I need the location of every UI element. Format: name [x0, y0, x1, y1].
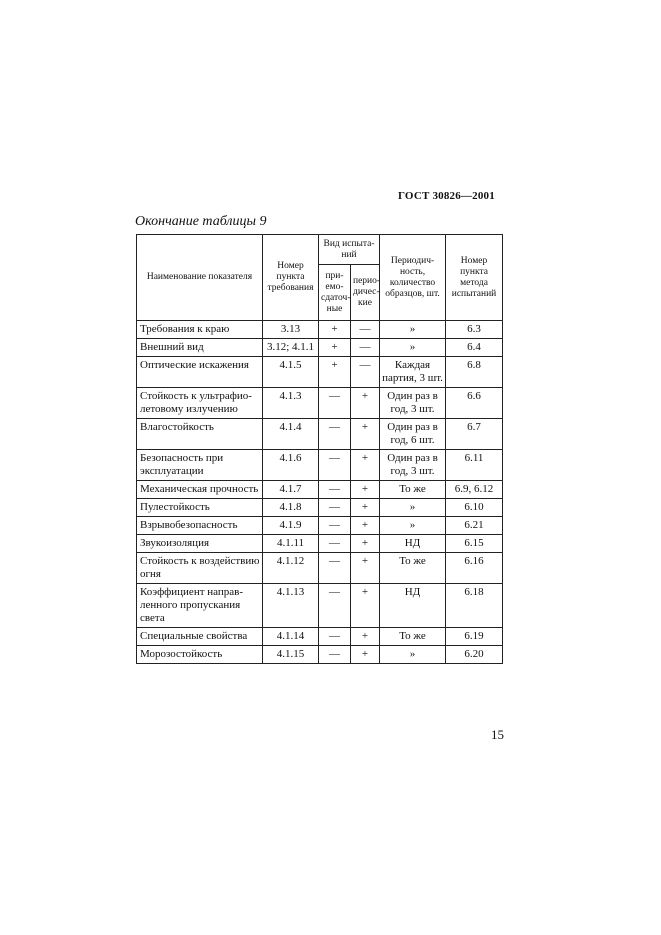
row-periodic: + — [351, 481, 380, 499]
row-name: Звукоизоляция — [137, 535, 263, 553]
row-method: 6.21 — [446, 517, 503, 535]
document-header: ГОСТ 30826—2001 — [398, 190, 495, 202]
row-periodicity: НД — [380, 584, 446, 628]
header-periodicity: Периодич-ность, количество образцов, шт. — [380, 235, 446, 321]
row-req-item: 3.13 — [263, 321, 319, 339]
row-req-item: 4.1.11 — [263, 535, 319, 553]
row-req-item: 4.1.6 — [263, 450, 319, 481]
row-acceptance: — — [319, 646, 351, 664]
row-periodic: + — [351, 553, 380, 584]
row-name: Пулестойкость — [137, 499, 263, 517]
row-method: 6.18 — [446, 584, 503, 628]
row-method: 6.11 — [446, 450, 503, 481]
row-name: Безопасность при эксплуатации — [137, 450, 263, 481]
header-method: Номер пункта метода испытаний — [446, 235, 503, 321]
row-req-item: 3.12; 4.1.1 — [263, 339, 319, 357]
row-periodicity: Один раз в год, 6 шт. — [380, 419, 446, 450]
row-name: Коэффициент направ-ленного пропускания света — [137, 584, 263, 628]
row-acceptance: — — [319, 481, 351, 499]
row-req-item: 4.1.8 — [263, 499, 319, 517]
row-periodic: + — [351, 450, 380, 481]
row-periodic: + — [351, 646, 380, 664]
row-req-item: 4.1.7 — [263, 481, 319, 499]
row-name: Стойкость к ультрафио-летовому излучению — [137, 388, 263, 419]
row-periodicity: НД — [380, 535, 446, 553]
row-method: 6.19 — [446, 628, 503, 646]
table-caption: Окончание таблицы 9 — [135, 214, 267, 229]
row-name: Морозостойкость — [137, 646, 263, 664]
row-periodic: + — [351, 584, 380, 628]
row-acceptance: + — [319, 339, 351, 357]
table-row — [137, 517, 503, 535]
row-periodicity: То же — [380, 481, 446, 499]
table-row — [137, 499, 503, 517]
table-row — [137, 357, 503, 388]
row-method: 6.6 — [446, 388, 503, 419]
row-method: 6.10 — [446, 499, 503, 517]
row-req-item: 4.1.5 — [263, 357, 319, 388]
row-req-item: 4.1.3 — [263, 388, 319, 419]
row-name: Стойкость к воздействию огня — [137, 553, 263, 584]
row-acceptance: — — [319, 450, 351, 481]
row-acceptance: — — [319, 499, 351, 517]
row-req-item: 4.1.14 — [263, 628, 319, 646]
table-row — [137, 321, 503, 339]
row-periodicity: То же — [380, 628, 446, 646]
row-name: Оптические искажения — [137, 357, 263, 388]
row-periodicity: » — [380, 499, 446, 517]
row-periodic: + — [351, 535, 380, 553]
row-acceptance: — — [319, 535, 351, 553]
row-periodicity: То же — [380, 553, 446, 584]
row-req-item: 4.1.13 — [263, 584, 319, 628]
table-row — [137, 553, 503, 584]
header-test-type: Вид испыта-ний — [319, 235, 380, 265]
table-row — [137, 388, 503, 419]
page-number: 15 — [491, 727, 504, 742]
row-name: Механическая прочность — [137, 481, 263, 499]
row-periodic: — — [351, 339, 380, 357]
row-periodicity: Один раз в год, 3 шт. — [380, 450, 446, 481]
row-periodic: + — [351, 499, 380, 517]
row-acceptance: — — [319, 553, 351, 584]
header-acceptance: при-емо-сдаточ-ные — [319, 265, 351, 321]
row-name: Влагостойкость — [137, 419, 263, 450]
header-req-item: Номер пункта требования — [263, 235, 319, 321]
table-row — [137, 584, 503, 628]
row-acceptance: + — [319, 321, 351, 339]
table-row — [137, 419, 503, 450]
row-periodicity: » — [380, 517, 446, 535]
row-method: 6.8 — [446, 357, 503, 388]
row-acceptance: — — [319, 584, 351, 628]
table-row — [137, 481, 503, 499]
row-method: 6.3 — [446, 321, 503, 339]
table-body — [137, 321, 503, 664]
row-periodic: + — [351, 388, 380, 419]
row-acceptance: — — [319, 388, 351, 419]
row-method: 6.20 — [446, 646, 503, 664]
row-periodicity: » — [380, 646, 446, 664]
row-periodic: + — [351, 517, 380, 535]
table-row — [137, 646, 503, 664]
row-method: 6.9, 6.12 — [446, 481, 503, 499]
row-periodicity: » — [380, 339, 446, 357]
row-periodicity: Каждая партия, 3 шт. — [380, 357, 446, 388]
row-periodic: + — [351, 419, 380, 450]
header-name: Наименование показателя — [137, 235, 263, 321]
row-req-item: 4.1.9 — [263, 517, 319, 535]
row-req-item: 4.1.4 — [263, 419, 319, 450]
table-row — [137, 535, 503, 553]
row-name: Требования к краю — [137, 321, 263, 339]
row-periodic: + — [351, 628, 380, 646]
table-row — [137, 450, 503, 481]
row-periodicity: » — [380, 321, 446, 339]
row-periodic: — — [351, 357, 380, 388]
row-method: 6.16 — [446, 553, 503, 584]
spec-table — [136, 234, 503, 664]
row-name: Специальные свойства — [137, 628, 263, 646]
header-periodic: перио-дичес-кие — [351, 265, 380, 321]
row-periodic: — — [351, 321, 380, 339]
row-name: Внешний вид — [137, 339, 263, 357]
row-req-item: 4.1.15 — [263, 646, 319, 664]
row-acceptance: — — [319, 628, 351, 646]
table-row — [137, 339, 503, 357]
row-method: 6.4 — [446, 339, 503, 357]
row-method: 6.7 — [446, 419, 503, 450]
table-row — [137, 628, 503, 646]
row-acceptance: — — [319, 517, 351, 535]
row-method: 6.15 — [446, 535, 503, 553]
row-acceptance: + — [319, 357, 351, 388]
row-name: Взрывобезопасность — [137, 517, 263, 535]
row-acceptance: — — [319, 419, 351, 450]
row-periodicity: Один раз в год, 3 шт. — [380, 388, 446, 419]
row-req-item: 4.1.12 — [263, 553, 319, 584]
